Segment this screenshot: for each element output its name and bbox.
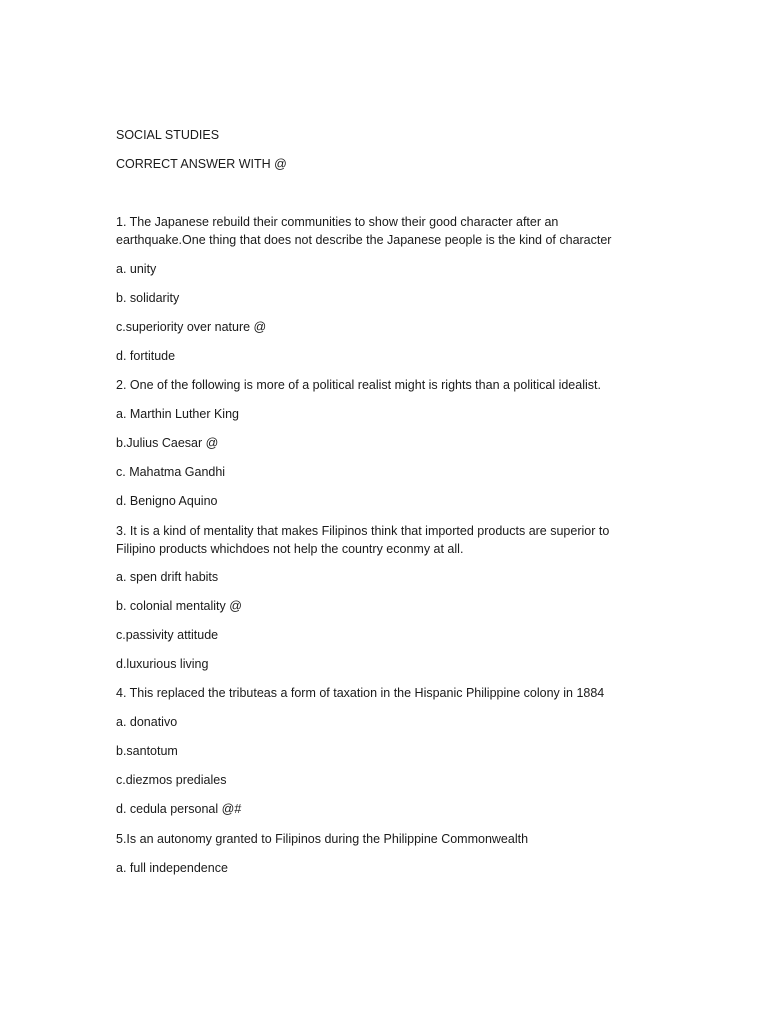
question-1-option-b: b. solidarity — [116, 291, 180, 305]
document-heading: SOCIAL STUDIES — [116, 128, 220, 142]
question-2-line-1: 2. One of the following is more of a political realist might is rights than a political idealist. — [116, 378, 601, 392]
question-3-option-c: c.passivity attitude — [116, 628, 219, 642]
question-1-option-d: d. fortitude — [116, 349, 176, 363]
question-3-line-1: 3. It is a kind of mentality that makes Filipinos think that imported products are superior to — [116, 524, 610, 538]
question-3-option-b: b. colonial mentality @ — [116, 599, 242, 613]
question-1-line-2: earthquake.One thing that does not describe the Japanese people is the kind of character — [116, 233, 612, 247]
question-5-line-1: 5.Is an autonomy granted to Filipinos during the Philippine Commonwealth — [116, 832, 529, 846]
question-4-option-d: d. cedula personal @# — [116, 802, 242, 816]
question-3-option-a: a. spen drift habits — [116, 570, 219, 584]
question-2-option-c: c. Mahatma Gandhi — [116, 465, 226, 479]
question-5-option-a: a. full independence — [116, 861, 228, 875]
question-3-line-2: Filipino products whichdoes not help the country econmy at all. — [116, 542, 464, 556]
question-3-option-d: d.luxurious living — [116, 657, 209, 671]
question-4-option-c: c.diezmos prediales — [116, 773, 227, 787]
question-2-option-d: d. Benigno Aquino — [116, 494, 218, 508]
question-1-option-c: c.superiority over nature @ — [116, 320, 267, 334]
question-1-line-1: 1. The Japanese rebuild their communities to show their good character after an — [116, 215, 559, 229]
question-4-line-1: 4. This replaced the tributeas a form of taxation in the Hispanic Philippine colony in 1884 — [116, 686, 605, 700]
question-1-option-a: a. unity — [116, 262, 157, 276]
answer-instruction: CORRECT ANSWER WITH @ — [116, 157, 287, 171]
question-2-option-b: b.Julius Caesar @ — [116, 436, 219, 450]
question-4-option-a: a. donativo — [116, 715, 178, 729]
question-2-option-a: a. Marthin Luther King — [116, 407, 239, 421]
question-4-option-b: b.santotum — [116, 744, 178, 758]
